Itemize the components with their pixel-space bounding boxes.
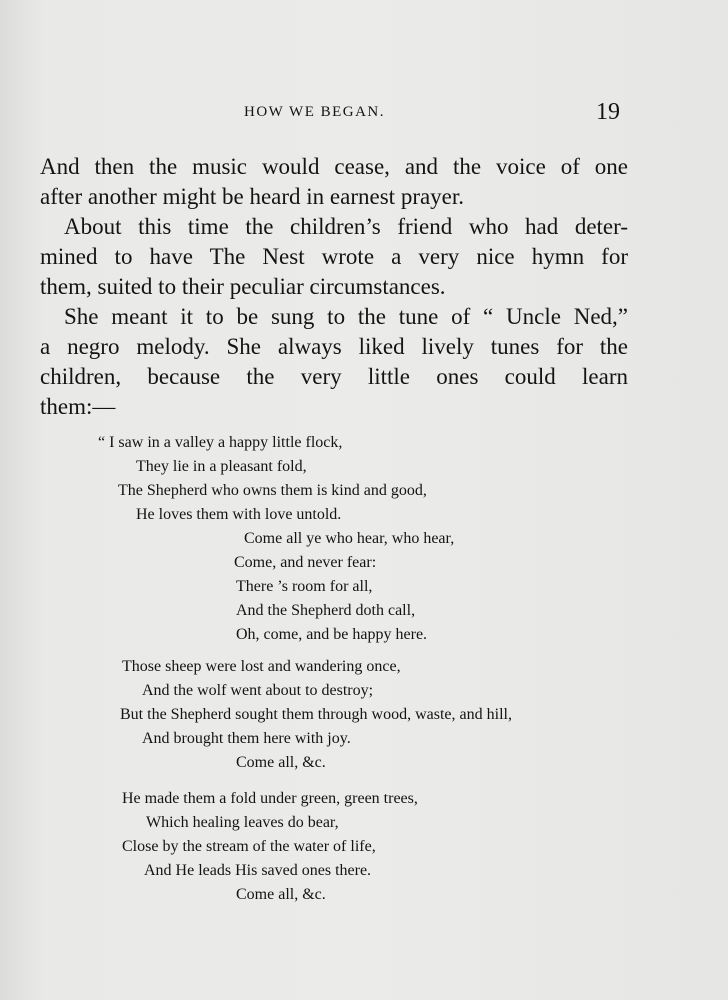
page-number: 19 (596, 99, 620, 125)
hymn-refrain: Come all, &c. (236, 886, 326, 903)
hymn-line: Come, and never fear: (234, 554, 377, 571)
text-line: them:— (40, 394, 116, 419)
hymn-line: Those sheep were lost and wandering once, (122, 658, 401, 675)
hymn-line: But the Shepherd sought them through wood, waste, and hill, (120, 706, 512, 723)
hymn-refrain: Come all, &c. (236, 754, 326, 771)
hymn-line: And brought them here with joy. (142, 730, 351, 747)
hymn-line: There ’s room for all, (236, 578, 373, 595)
text-line: About this time the children’s friend who had deter- (64, 214, 628, 239)
text-line: And then the music would cease, and the voice of one (40, 154, 628, 179)
hymn-line: And the Shepherd doth call, (236, 602, 416, 619)
hymn-line: Close by the stream of the water of life, (122, 838, 376, 855)
paragraph-3 (40, 302, 628, 422)
text-line: children, because the very little ones could learn (40, 364, 628, 389)
hymn-line: “ I saw in a valley a happy little flock, (98, 434, 343, 451)
hymn-line: Come all ye who hear, who hear, (244, 530, 455, 547)
hymn-line: Which healing leaves do bear, (146, 814, 339, 831)
text-line: mined to have The Nest wrote a very nice hymn for (40, 244, 628, 269)
text-line: after another might be heard in earnest prayer. (40, 184, 465, 209)
hymn-line: Oh, come, and be happy here. (236, 626, 428, 643)
paragraph-1 (40, 152, 628, 212)
paragraph-2 (40, 212, 628, 302)
hymn-line: He loves them with love untold. (136, 506, 342, 523)
running-title: HOW WE BEGAN. (244, 104, 386, 120)
text-line: She meant it to be sung to the tune of “ Uncle Ned,” (64, 304, 628, 329)
hymn-line: They lie in a pleasant fold, (136, 458, 307, 475)
text-line: them, suited to their peculiar circumstances. (40, 274, 446, 299)
hymn-line: And the wolf went about to destroy; (142, 682, 374, 699)
hymn-line: He made them a fold under green, green trees, (122, 790, 418, 807)
hymn-line: The Shepherd who owns them is kind and good, (118, 482, 427, 499)
text-line: a negro melody. She always liked lively tunes for the (40, 334, 628, 359)
hymn-line: And He leads His saved ones there. (144, 862, 372, 879)
